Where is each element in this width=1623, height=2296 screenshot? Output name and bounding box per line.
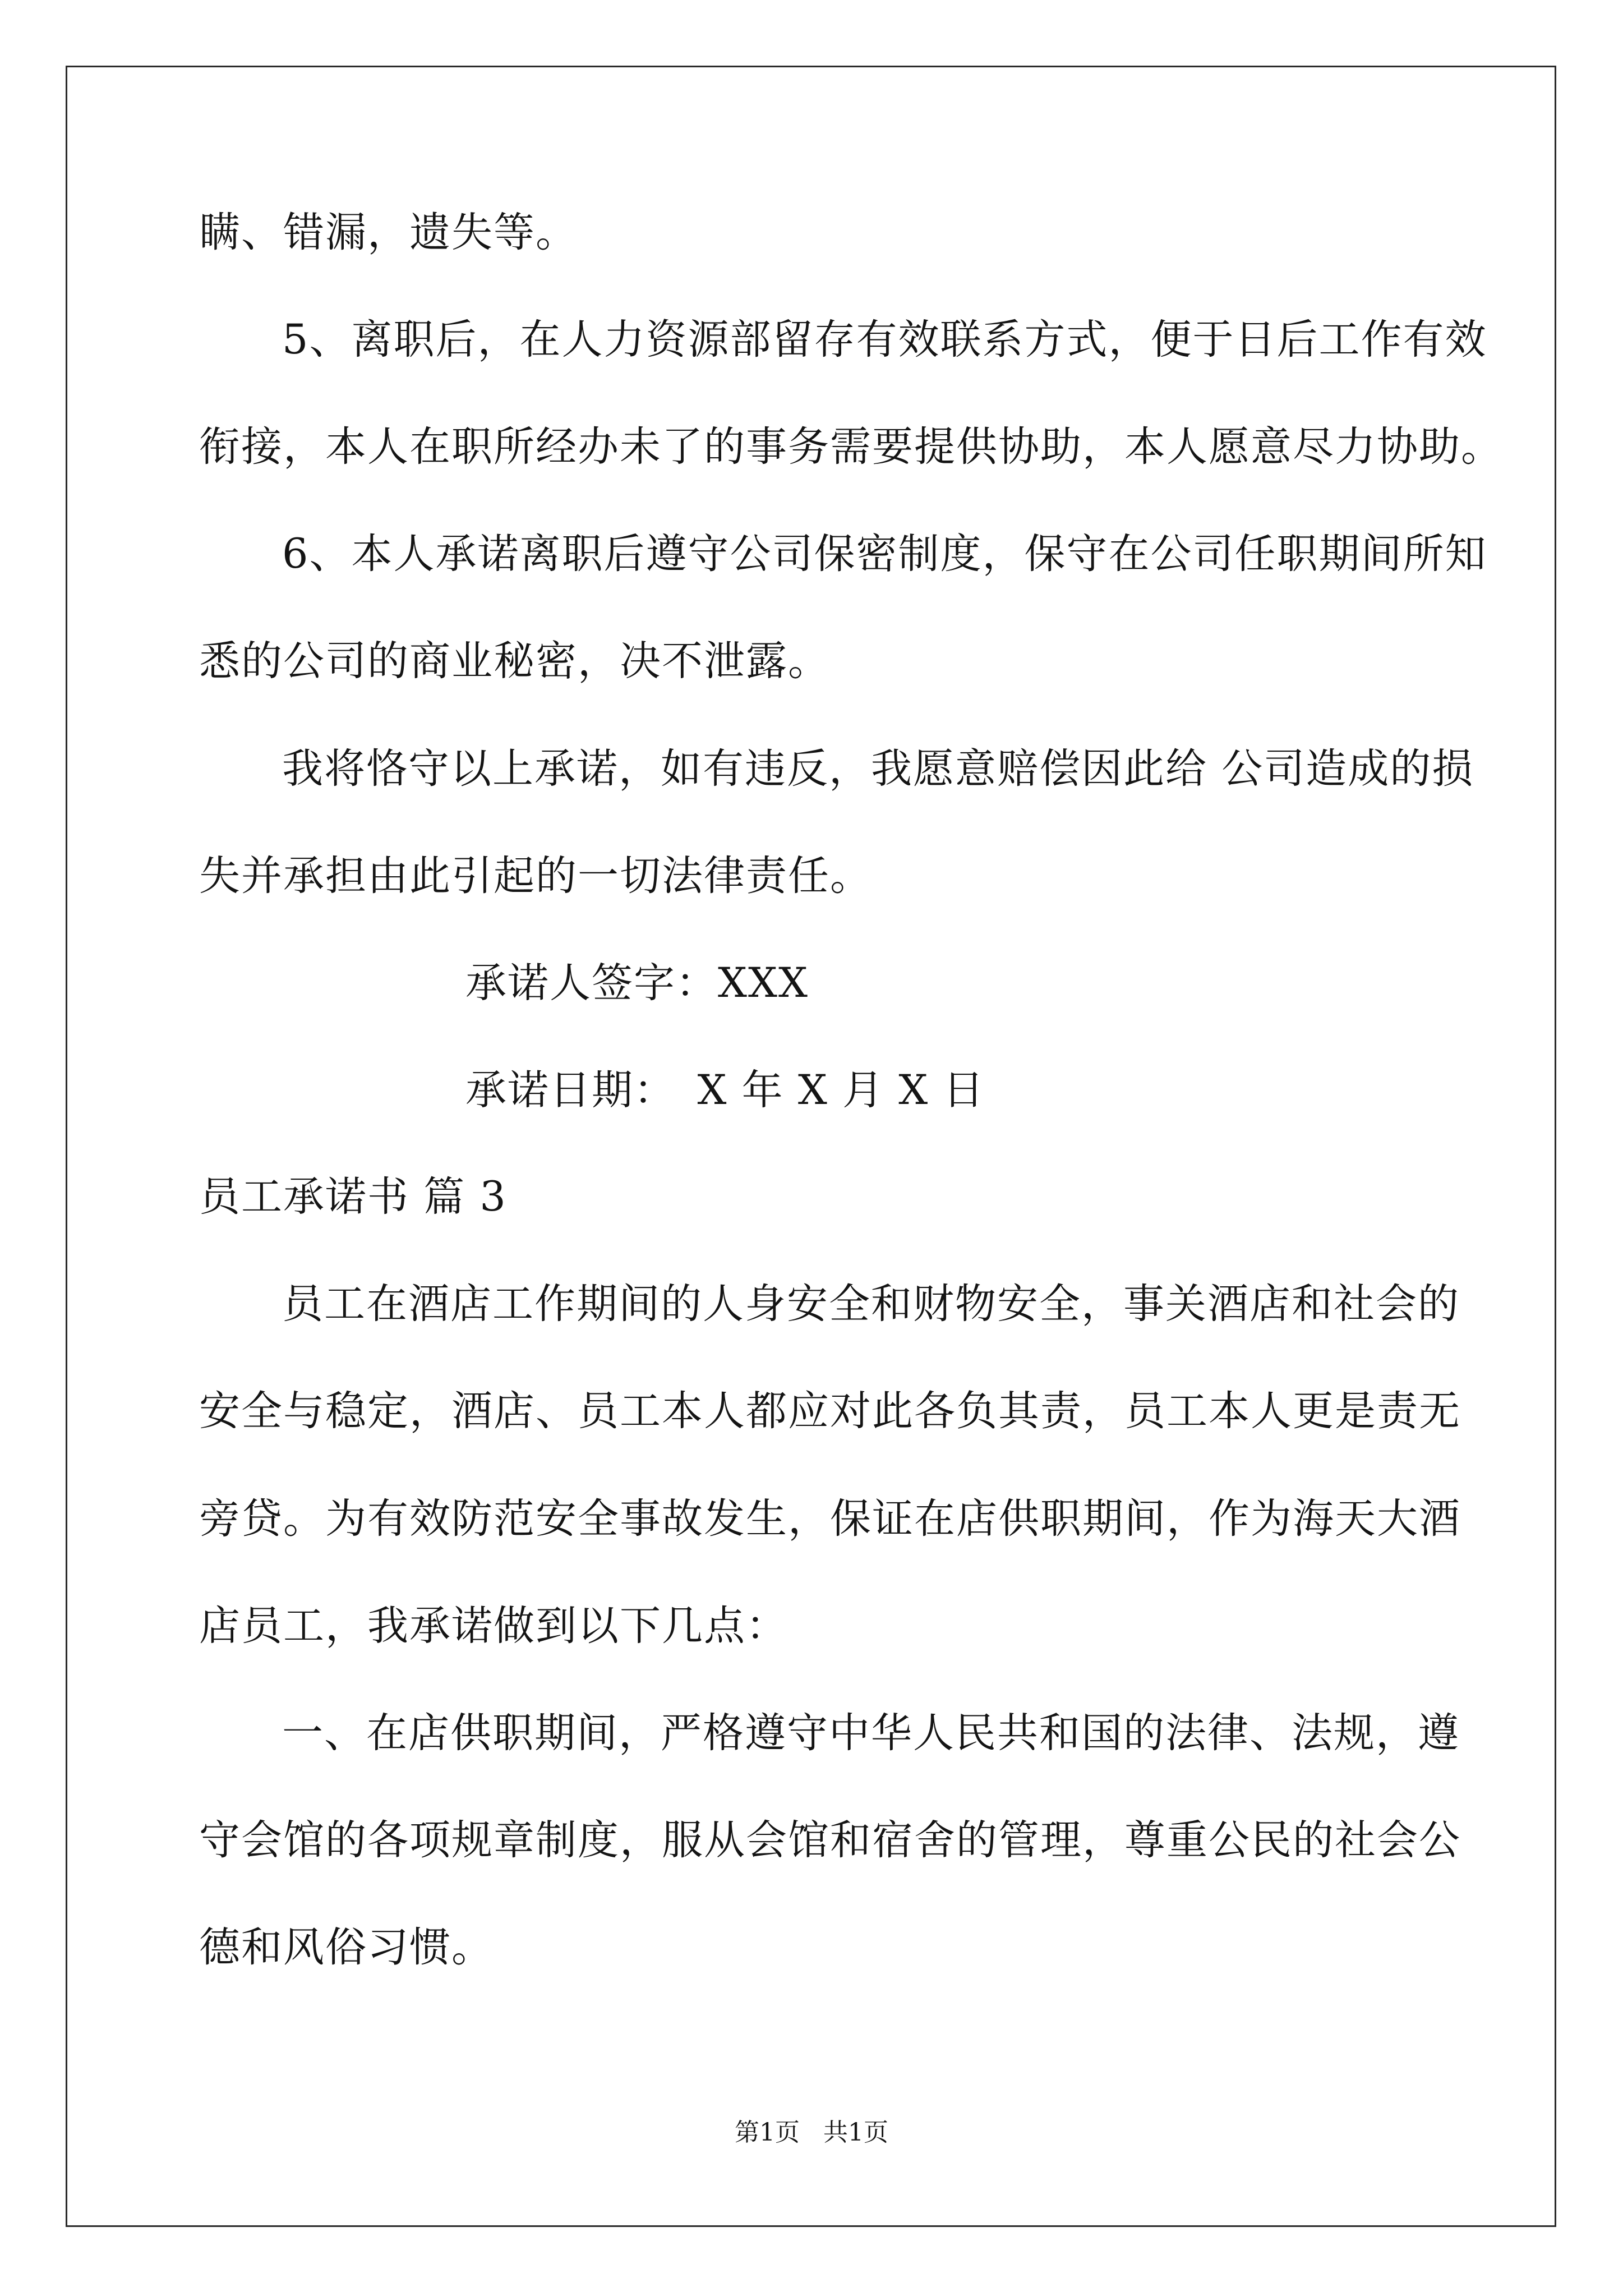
body-line-5: 悉的公司的商业秘密，决不泄露。	[199, 637, 830, 685]
body-line-13: 旁贷。为有效防范安全事故发生，保证在店供职期间，作为海天大酒	[199, 1495, 1461, 1543]
signature-line: 承诺人签字：XXX	[465, 959, 809, 1007]
body-line-11: 员工在酒店工作期间的人身安全和财物安全，事关酒店和社会的	[282, 1280, 1460, 1328]
section-heading: 员工承诺书 篇 3	[199, 1173, 507, 1221]
body-line-2: 5、离职后，在人力资源部留存有效联系方式，便于日后工作有效	[282, 316, 1487, 364]
body-line-6: 我将恪守以上承诺，如有违反，我愿意赔偿因此给 公司造成的损	[282, 745, 1474, 793]
body-line-1: 瞒、错漏，遗失等。	[199, 209, 578, 256]
body-line-12: 安全与稳定，酒店、员工本人都应对此各负其责，员工本人更是责无	[199, 1387, 1461, 1435]
body-line-7: 失并承担由此引起的一切法律责任。	[199, 852, 872, 900]
body-line-16: 守会馆的各项规章制度，服从会馆和宿舍的管理，尊重公民的社会公	[199, 1816, 1461, 1864]
page-border	[66, 66, 1556, 2227]
body-line-15: 一、在店供职期间，严格遵守中华人民共和国的法律、法规，遵	[282, 1709, 1460, 1757]
body-line-3: 衔接，本人在职所经办未了的事务需要提供协助，本人愿意尽力协助。	[199, 423, 1503, 471]
body-line-17: 德和风俗习惯。	[199, 1924, 494, 1971]
body-line-14: 店员工，我承诺做到以下几点：	[199, 1602, 788, 1650]
date-line: 承诺日期： X 年 X 月 X 日	[465, 1066, 985, 1114]
page-footer: 第1页 共1页	[735, 2118, 888, 2147]
body-line-4: 6、本人承诺离职后遵守公司保密制度，保守在公司任职期间所知	[282, 530, 1487, 578]
